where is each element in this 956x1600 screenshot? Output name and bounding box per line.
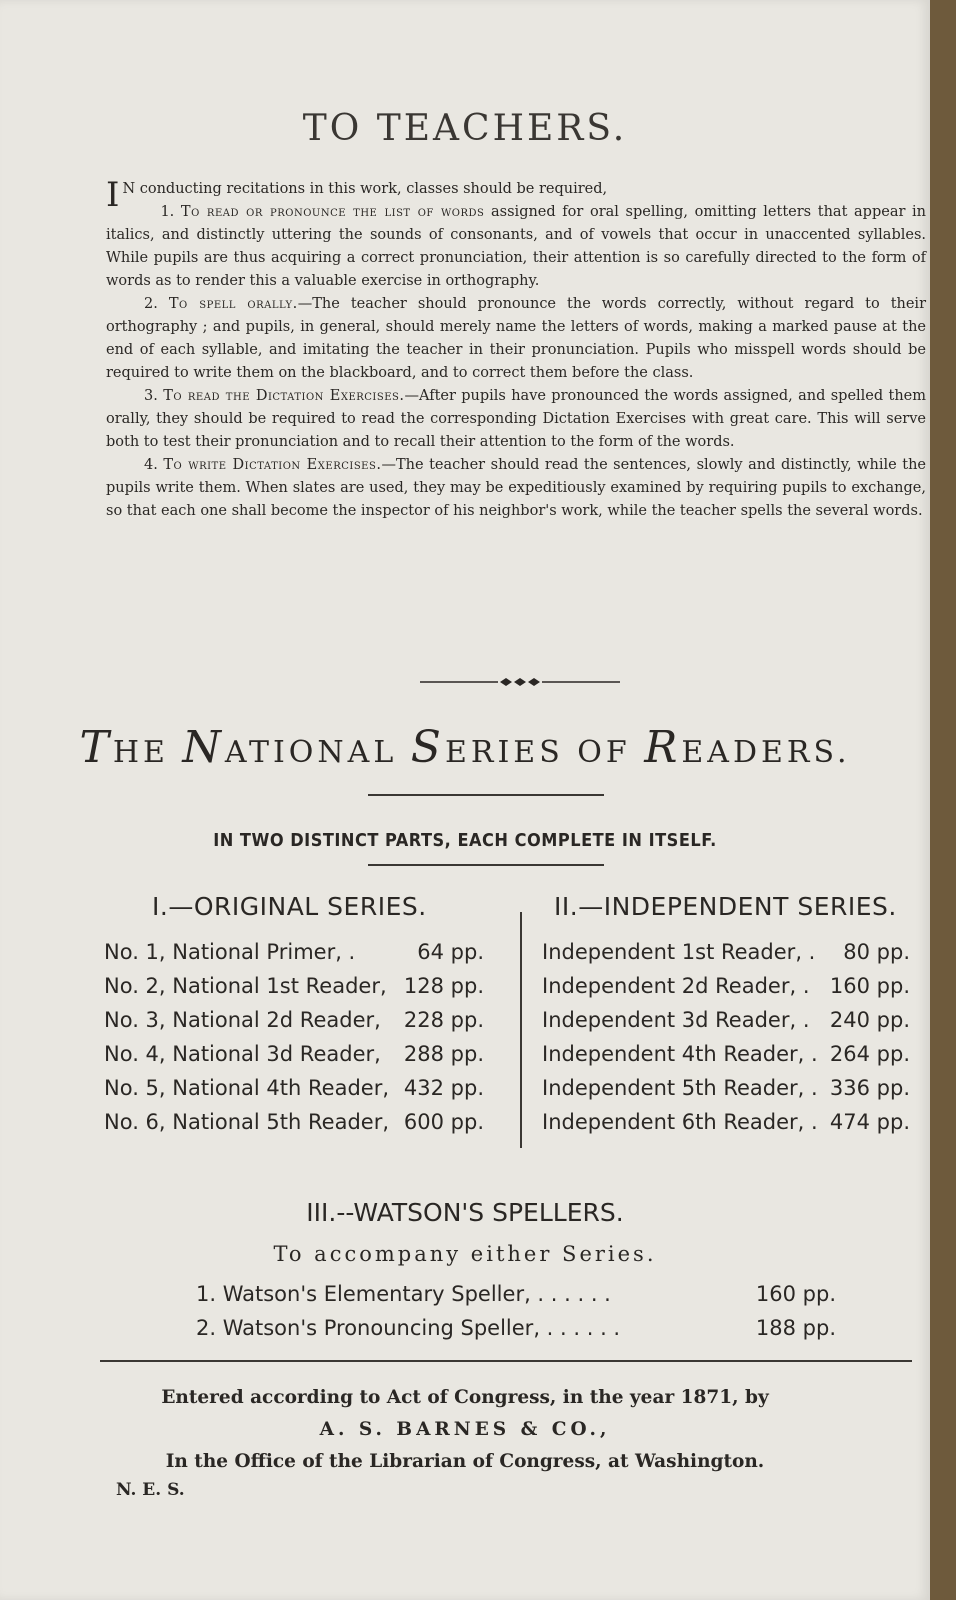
- rule-top: [368, 794, 604, 796]
- list-item: 2. Watson's Pronouncing Speller, . . . . . . 188 pp.: [196, 1316, 836, 1340]
- publisher-name: A. S. BARNES & CO.,: [319, 1419, 611, 1440]
- title-word: READERS.: [644, 722, 851, 773]
- drop-cap: I: [106, 175, 120, 215]
- original-series-heading: I.—ORIGINAL SERIES.: [152, 892, 427, 921]
- list-item: Independent 6th Reader, . 474 pp.: [542, 1110, 910, 1134]
- instruction-number: 4.: [144, 457, 158, 473]
- list-item: No. 5, National 4th Reader, 432 pp.: [104, 1076, 484, 1100]
- instruction-heading: To spell orally.: [168, 296, 298, 312]
- list-item: No. 3, National 2d Reader, 228 pp.: [104, 1008, 484, 1032]
- copyright-notice: [0, 1382, 930, 1478]
- ornament-divider: [420, 676, 620, 688]
- list-item: Independent 3d Reader, . 240 pp.: [542, 1008, 910, 1032]
- instruction-heading: To read or pronounce the list of words: [180, 204, 485, 220]
- instruction-text: —The teacher should read the sentences, slowly and distinctly, while the pupils write them. When slates are used, they may be expeditiously examined by requiring pupils to exchange, so that each one shall become the inspector of his neighbor's work, while the teacher spells the several words.: [106, 457, 927, 519]
- instruction-4: [106, 454, 926, 523]
- intro-text: N conducting recitations in this work, classes should be required,: [122, 181, 608, 197]
- title-word: OF: [577, 735, 631, 770]
- independent-series-heading: II.—INDEPENDENT SERIES.: [554, 892, 897, 921]
- teacher-instructions: [106, 175, 927, 523]
- spellers-heading: III.--WATSON'S SPELLERS.: [306, 1198, 624, 1227]
- spellers-list: [196, 1282, 836, 1350]
- list-item: Independent 1st Reader, . 80 pp.: [542, 940, 910, 964]
- list-item: No. 6, National 5th Reader, 600 pp.: [104, 1110, 484, 1134]
- column-divider: [520, 912, 522, 1148]
- spellers-subheading: To accompany either Series.: [273, 1242, 657, 1266]
- page-title: TO TEACHERS.: [302, 108, 628, 149]
- original-series-list: [104, 940, 484, 1144]
- instruction-heading: To read the Dictation Exercises.: [163, 388, 405, 404]
- list-item: Independent 5th Reader, . 336 pp.: [542, 1076, 910, 1100]
- instruction-2: [106, 293, 926, 385]
- independent-series-list: [542, 940, 910, 1144]
- footer-rule: [100, 1360, 912, 1362]
- series-title: [0, 722, 930, 773]
- instruction-number: 2.: [144, 296, 158, 312]
- rule-bottom: [368, 864, 604, 866]
- title-word: SERIES: [410, 722, 564, 773]
- instruction-heading: To write Dictation Exercises.: [163, 457, 382, 473]
- list-item: Independent 4th Reader, . 264 pp.: [542, 1042, 910, 1066]
- title-word: THE: [79, 722, 169, 773]
- instruction-number: 1.: [160, 204, 175, 220]
- instruction-text: —The teacher should pronounce the words correctly, without regard to their orthography ; and pupils, in general, should merely name the letters of words, making a marked pause at the end of each syllable, and imitating the teacher in their pronunciation. Pupils who misspell words should be required to write them on the blackboard, and to correct them before the class.: [106, 296, 927, 381]
- list-item: 1. Watson's Elementary Speller, . . . . . . 160 pp.: [196, 1282, 836, 1306]
- copyright-line: In the Office of the Librarian of Congress, at Washington.: [165, 1451, 765, 1472]
- list-item: No. 1, National Primer, . 64 pp.: [104, 940, 484, 964]
- copyright-line: Entered according to Act of Congress, in the year 1871, by: [161, 1387, 769, 1408]
- list-item: Independent 2d Reader, . 160 pp.: [542, 974, 910, 998]
- instruction-text: assigned for oral spelling, omitting letters that appear in italics, and distinctly uttering the sounds of consonants, and of vowels that occur in unaccented syllables. While pupils are thus acquiring a correct pronunciation, their attention is so carefully directed to the form of words as to render this a valuable exercise in orthography.: [106, 204, 927, 289]
- instruction-3: [106, 385, 926, 454]
- series-subtitle: IN TWO DISTINCT PARTS, EACH COMPLETE IN ITSELF.: [213, 830, 717, 851]
- series-code: N. E. S.: [116, 1480, 185, 1500]
- title-word: NATIONAL: [182, 722, 398, 773]
- instruction-1: [106, 201, 926, 293]
- instruction-text: —After pupils have pronounced the words assigned, and spelled them orally, they should be required to read the corresponding Dictation Exercises with great care. This will serve both to test their pronunciation and to recall their attention to the form of the words.: [106, 388, 926, 450]
- instruction-number: 3.: [144, 388, 158, 404]
- list-item: No. 2, National 1st Reader, 128 pp.: [104, 974, 484, 998]
- list-item: No. 4, National 3d Reader, 288 pp.: [104, 1042, 484, 1066]
